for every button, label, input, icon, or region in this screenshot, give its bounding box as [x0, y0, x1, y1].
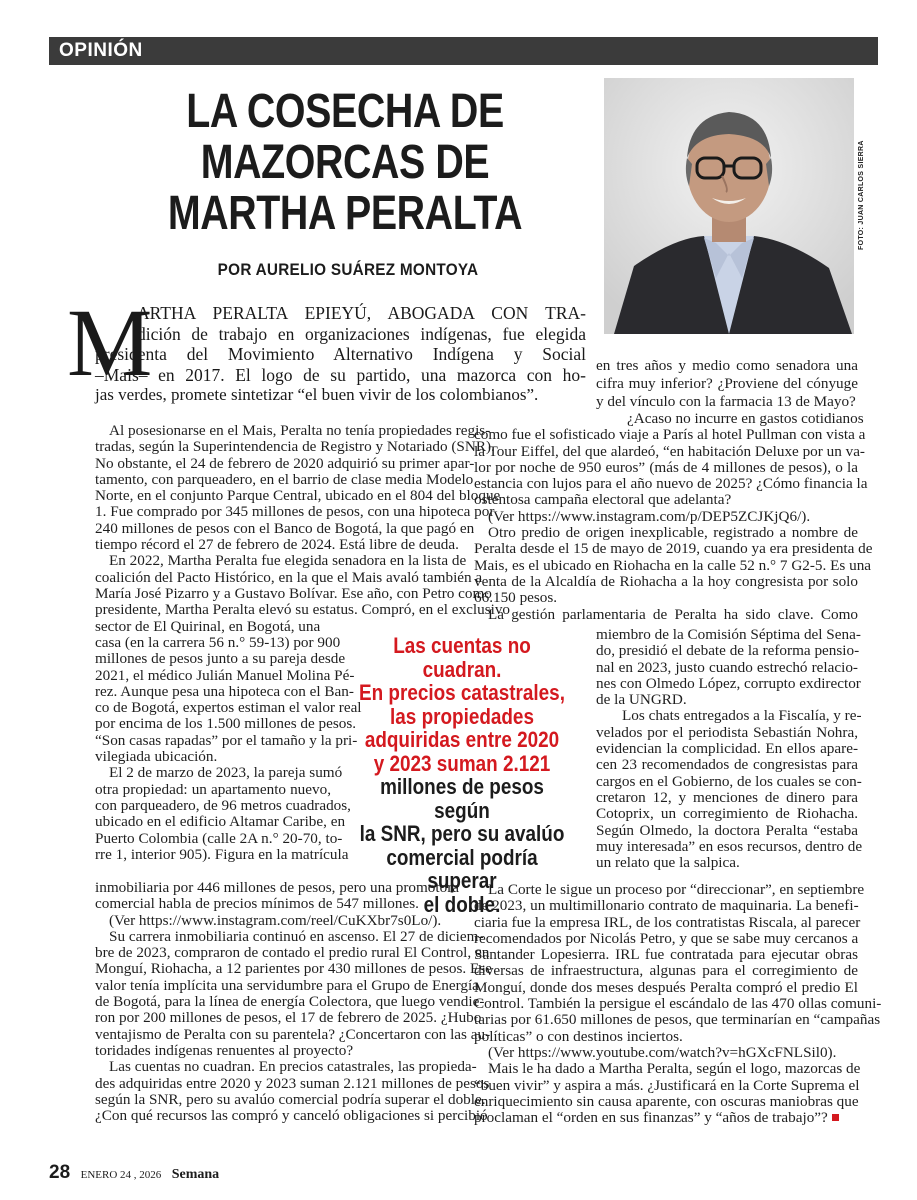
text-line: Cotoprix, un corregimiento de Riohacha.	[596, 805, 858, 823]
text-line: tradas, según la Superintendencia de Registro y Notariado (SNR).	[95, 438, 495, 456]
text-line: ¿Acaso no incurre en gastos cotidianos	[627, 410, 864, 427]
closing-line: proclaman el “orden en sus finanzas” y “años de trabajo”?	[474, 1109, 828, 1127]
text-line: des adquiridas entre 2020 y 2023 suman 2.121 millones de pesos	[95, 1074, 490, 1092]
text-line: El 2 de marzo de 2023, la pareja sumó	[109, 764, 343, 782]
text-line: presidente, Martha Peralta elevó su estatus. Compró, en el exclusivo	[95, 601, 511, 619]
pull-quote	[356, 634, 568, 916]
column-1-narrow	[95, 634, 362, 863]
text-line: ostentosa campaña electoral que adelanta?	[474, 491, 732, 509]
text-line: coalición del Pacto Histórico, en la que el Mais avaló también a	[95, 568, 483, 586]
text-line: diversas de infraestructura, algunas para el corregimiento de	[474, 962, 858, 980]
text-line: casa (en la carrera 56 n.° 59-13) por 900	[95, 634, 341, 651]
text-line: 66.150 pesos.	[474, 589, 558, 607]
author-photo	[604, 78, 854, 334]
text-line: según la SNR, pero su avalúo comercial podría superar el doble.	[95, 1090, 486, 1108]
text-line: de Bogotá, para la línea de energía Colectora, que luego vendie-	[95, 993, 485, 1011]
text-line: (Ver https://www.instagram.com/p/DEP5ZCJKjQ6/).	[488, 507, 811, 525]
end-mark-icon	[832, 1114, 839, 1121]
text-line: (Ver https://www.instagram.com/reel/CuKXbr7s0Lo/).	[109, 911, 442, 929]
pull-quote-red-line: las propiedades	[390, 703, 534, 729]
section-bar	[49, 37, 878, 65]
text-line: cen 23 recomendados de congresistas para	[596, 756, 858, 774]
text-line: En 2022, Martha Peralta fue elegida senadora en la lista de	[109, 552, 467, 570]
headline	[140, 86, 550, 239]
text-line: muy interesada” en esos recursos, dentro de	[596, 837, 863, 855]
headline-line: LA COSECHA DE	[186, 85, 504, 138]
text-line: vilegiada ubicación.	[95, 748, 218, 766]
text-line: (Ver https://www.youtube.com/watch?v=hGXcFNLSil0).	[488, 1043, 837, 1061]
text-line: inmobiliaria por 446 millones de pesos, pero una promotora	[95, 879, 460, 896]
text-line: Monguí, donde dos meses después Peralta compró el predio El	[474, 978, 858, 996]
text-line: Los chats entregados a la Fiscalía, y re-	[622, 707, 862, 725]
text-line: “Son casas rapadas” por el tamaño y la pri-	[95, 731, 358, 749]
text-line: políticas” o con destinos inciertos.	[474, 1027, 683, 1045]
lede-line: dición de trabajo en organizaciones indígenas, fue elegida	[137, 323, 586, 344]
lede-line: –Mais– en 2017. El logo de su partido, una mazorca con ho-	[95, 364, 586, 385]
text-line: Otro predio de origen inexplicable, registrado a nombre de	[488, 524, 858, 542]
drop-cap: M	[67, 289, 153, 396]
text-line: do, presidió el debate de la reforma pensio-	[596, 642, 860, 660]
text-line: 1. Fue comprado por 345 millones de pesos, con una hipoteca por	[95, 503, 495, 521]
column-2-top	[596, 357, 858, 411]
text-line: No obstante, el 24 de febrero de 2020 adquirió su primer apar-	[95, 454, 475, 472]
text-line: tamento, con parqueadero, en el barrio de clase media Modelo	[95, 470, 474, 488]
text-line: 240 millones de pesos con el Banco de Bogotá, la que pagó en	[95, 519, 475, 537]
text-line: Norte, en el conjunto Parque Central, ubicado en el 804 del bloque	[95, 487, 501, 505]
text-line: ventajismo de Peralta con su parentela? ¿Concertaron con las au-	[95, 1025, 491, 1043]
text-line: Monguí, Riohacha, a 12 parientes por 430 millones de pesos. Ese	[95, 960, 492, 978]
text-line: ron por 200 millones de pesos, el 17 de febrero de 2025. ¿Hubo	[95, 1009, 482, 1027]
author-portrait-image	[604, 78, 854, 334]
pull-quote-red-line: En precios catastrales,	[359, 680, 565, 705]
text-line: valor tenía implícita una servidumbre para el Grupo de Energía	[95, 976, 479, 994]
lede-line: jas verdes, promete sintetizar “el buen vivir de los colombianos”.	[95, 385, 539, 405]
text-line: La gestión parlamentaria de Peralta ha sido clave. Como	[488, 605, 858, 623]
text-line: María José Pizarro y a Gustavo Bolívar. Ese año, con Petro como	[95, 584, 492, 602]
text-line: Santander Lopesierra. IRL fue contratada para ejecutar obras	[474, 946, 858, 964]
text-line: nes con Olmedo López, corrupto exdirector	[596, 674, 861, 692]
text-line: ¿Con qué recursos las compró y canceló obligaciones si percibió	[95, 1107, 488, 1125]
lede-top	[137, 303, 586, 344]
text-line: otra propiedad: un apartamento nuevo,	[95, 780, 331, 798]
text-line: venta de la Alcaldía de Riohacha a la hoy congresista por solo	[474, 572, 858, 590]
text-line: Su carrera inmobiliaria continuó en ascenso. El 27 de diciem-	[109, 927, 484, 945]
text-line: Según Olmedo, la doctora Peralta “estaba	[596, 821, 858, 839]
text-line: nal en 2023, justo cuando estrechó relacio-	[596, 658, 858, 676]
text-line: comercial habla de precios mínimos de 547 millones.	[95, 895, 419, 913]
text-line: recomendados por Nicolás Petro, y que se sabe muy cercanos a	[474, 929, 859, 947]
text-line: “buen vivir” y aspira a más. ¿Justificará en la Corte Suprema el	[474, 1076, 860, 1094]
text-line: La Corte le sigue un proceso por “direccionar”, en septiembre	[488, 881, 865, 898]
text-line: cretaron 12, y menciones de dinero para	[596, 788, 858, 806]
headline-line: MARTHA PERALTA	[167, 187, 523, 240]
column-2-middle	[474, 410, 873, 623]
text-line: co de Bogotá, expertos estiman el valor real	[95, 699, 362, 717]
pull-quote-dark-line: la SNR, pero su avalúo	[359, 821, 565, 846]
text-line: tarias por 61.650 millones de pesos, que terminarían en “campañas	[474, 1011, 881, 1029]
text-line: cargos en el Gobierno, de los cuales se con-	[596, 772, 862, 790]
section-label: OPINIÓN	[59, 40, 143, 61]
text-line: estancia con lujos para el año nuevo de 2025? ¿Cómo financia la	[474, 475, 868, 493]
text-line: la Tour Eiffel, del que alardeó, “en habitación Deluxe por un va-	[474, 442, 865, 460]
pull-quote-red-line: y 2023 suman 2.121	[373, 750, 551, 776]
text-line: Control. También la persigue el escándalo de las 470 ollas comuni-	[474, 995, 882, 1013]
text-line: sector de El Quirinal, en Bogotá, una	[95, 617, 321, 635]
text-line: en tres años y medio como senadora una	[596, 357, 858, 374]
text-line	[474, 1110, 858, 1126]
issue-date: ENERO 24 , 2026	[80, 1169, 162, 1181]
text-line: tiempo récord el 27 de febrero de 2024. Está libre de deuda.	[95, 536, 459, 554]
page-number: 28	[49, 1162, 71, 1183]
byline: POR AURELIO SUÁREZ MONTOYA	[217, 260, 479, 279]
text-line: Peralta desde el 15 de mayo de 2019, cuando ya era presidenta de	[474, 540, 873, 558]
lede-bottom	[95, 344, 586, 406]
text-line: rre 1, interior 905). Figura en la matrícula	[95, 845, 349, 863]
text-line: evidencian la complicidad. En ellos apare-	[596, 740, 858, 758]
pull-quote-red-line: adquiridas entre 2020	[364, 727, 560, 752]
text-line: Las cuentas no cuadran. En precios catastrales, las propieda-	[109, 1058, 477, 1076]
text-line: Mais le ha dado a Martha Peralta, según el logo, mazorcas de	[488, 1060, 861, 1078]
text-line: Mais, es el ubicado en Riohacha en la calle 52 n.° 7 G2-5. Es una	[474, 556, 872, 574]
text-line: toridades indígenas renuentes al proyecto?	[95, 1041, 354, 1059]
text-line: y del vínculo con la farmacia 13 de Mayo?	[596, 393, 856, 410]
headline-line: MAZORCAS DE	[200, 136, 490, 189]
pull-quote-red-line: Las cuentas no cuadran.	[393, 633, 531, 682]
text-line: cifra muy inferior? ¿Proviene del cónyuge	[596, 375, 858, 392]
page-footer	[49, 1162, 219, 1184]
text-line: por encima de los 1.500 millones de pesos.	[95, 715, 357, 733]
text-line: con parqueadero, de 96 metros cuadrados,	[95, 796, 351, 814]
text-line: ciaria fue la empresa IRL, de los contratistas Riscala, al parecer	[474, 913, 861, 931]
column-1-bottom	[95, 879, 492, 1125]
lede-line: ARTHA PERALTA EPIEYÚ, ABOGADA CON TRA-	[137, 303, 586, 323]
text-line: de 2023, un multimillonario contrato de maquinaria. La benefi-	[474, 897, 859, 915]
pull-quote-dark-line: comercial podría superar	[386, 844, 538, 893]
text-line: miembro de la Comisión Séptima del Sena-	[596, 626, 861, 643]
text-line: un relato que la salpica.	[596, 854, 740, 872]
text-line: Puerto Colombia (calle 2A n.° 20-70, to-	[95, 829, 343, 847]
text-line: millones de pesos junto a su pareja desde	[95, 650, 346, 668]
pull-quote-dark-line: el doble.	[423, 891, 501, 917]
text-line: ubicado en el edificio Altamar Caribe, en	[95, 813, 346, 831]
column-2-narrow	[596, 626, 863, 872]
photo-credit: FOTO: JUAN CARLOS SIERRA	[858, 140, 865, 250]
text-line: de la UNGRD.	[596, 691, 687, 709]
text-line: velados por el periodista Sebastián Nohra,	[596, 723, 858, 741]
text-line: como fue el sofisticado viaje a París al hotel Pullman con vista a	[474, 426, 866, 444]
text-line: Al posesionarse en el Mais, Peralta no tenía propiedades regis-	[109, 422, 491, 439]
column-1-top	[95, 422, 511, 635]
text-line: lor por noche de 950 euros” (más de 4 millones de pesos), o la	[474, 458, 858, 476]
magazine-name: Semana	[171, 1167, 220, 1182]
text-line: 2021, el médico Julián Manuel Molina Pé-	[95, 666, 355, 684]
lede-line: presidenta del Movimiento Alternativo Indígena y Social	[95, 344, 586, 364]
text-line: rez. Aunque pesa una hipoteca con el Ban-	[95, 682, 354, 700]
column-2-bottom	[474, 881, 882, 1127]
text-line: enriquecimiento sin causa aparente, con oscuras maniobras que	[474, 1092, 859, 1110]
pull-quote-dark-line: millones de pesos según	[380, 774, 544, 823]
text-line: bre de 2023, compraron de contado el predio rural El Control, en	[95, 944, 490, 962]
